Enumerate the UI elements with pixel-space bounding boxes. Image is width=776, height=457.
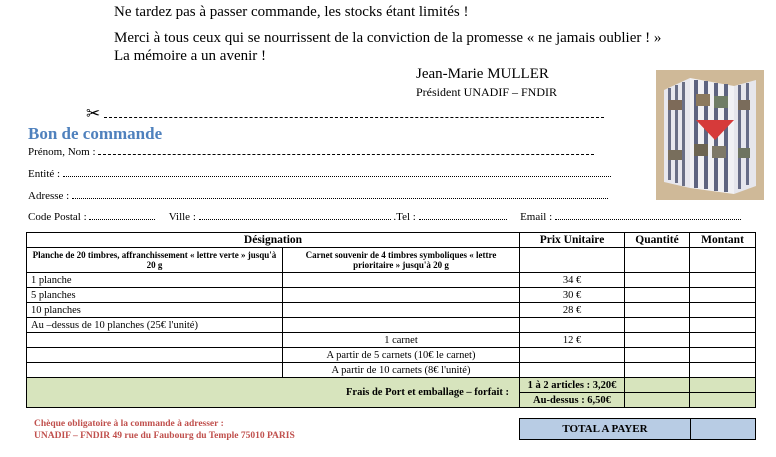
name-input-line[interactable]	[98, 146, 594, 155]
phone-label: .Tel :	[393, 211, 416, 223]
amount-cell[interactable]	[690, 363, 756, 378]
header-designation: Désignation	[27, 233, 520, 248]
row-right-label: A partir de 5 carnets (10€ le carnet)	[283, 348, 520, 363]
closing-line-stock: Ne tardez pas à passer commande, les stocks étant limités !	[114, 4, 469, 20]
table-subheader-row	[27, 248, 756, 273]
total-box	[519, 418, 756, 440]
row-right-label	[283, 318, 520, 333]
entity-input-line[interactable]	[63, 167, 611, 177]
cheque-line-1: Chèque obligatoire à la commande à adresser :	[34, 419, 224, 429]
postal-code-input-line[interactable]	[89, 210, 155, 220]
header-amount: Montant	[690, 233, 756, 248]
row-right-label	[283, 288, 520, 303]
name-label: Prénom, Nom :	[28, 146, 96, 158]
address-field-row	[28, 189, 608, 202]
quantity-cell[interactable]	[625, 248, 690, 273]
city-input-line[interactable]	[199, 210, 391, 220]
city-label: Ville :	[168, 211, 196, 223]
row-left-label: 1 planche	[27, 273, 283, 288]
row-left-label	[27, 348, 283, 363]
row-left-label: 5 planches	[27, 288, 283, 303]
table-row	[27, 348, 756, 363]
total-amount-cell[interactable]	[691, 419, 755, 439]
quantity-cell[interactable]	[625, 303, 690, 318]
shipping-row-1	[27, 378, 756, 393]
shipping-quantity-cell[interactable]	[625, 393, 690, 408]
row-price	[520, 348, 625, 363]
amount-cell[interactable]	[690, 248, 756, 273]
phone-input-line[interactable]	[419, 210, 507, 220]
closing-line-thanks: Merci à tous ceux qui se nourrissent de la conviction de la promesse « ne jamais oublier ! »	[114, 30, 662, 46]
order-form-title: Bon de commande	[28, 124, 163, 143]
total-label: TOTAL A PAYER	[520, 419, 691, 439]
quantity-cell[interactable]	[625, 288, 690, 303]
table-row	[27, 333, 756, 348]
shipping-amount-cell[interactable]	[690, 393, 756, 408]
row-right-label: 1 carnet	[283, 333, 520, 348]
row-price	[520, 318, 625, 333]
address-input-line[interactable]	[72, 189, 608, 199]
row-right-label: A partir de 10 carnets (8€ l'unité)	[283, 363, 520, 378]
shipping-tier-2: Au-dessus : 6,50€	[520, 393, 625, 408]
header-unit-price: Prix Unitaire	[520, 233, 625, 248]
entity-label: Entité :	[28, 168, 61, 180]
quantity-cell[interactable]	[625, 333, 690, 348]
row-price: 30 €	[520, 288, 625, 303]
quantity-cell[interactable]	[625, 348, 690, 363]
cheque-instructions	[34, 418, 295, 442]
table-row	[27, 303, 756, 318]
row-left-label	[27, 363, 283, 378]
entity-field-row	[28, 167, 611, 180]
shipping-amount-cell[interactable]	[690, 378, 756, 393]
postal-code-label: Code Postal :	[28, 211, 87, 223]
table-row	[27, 318, 756, 333]
row-right-label	[283, 303, 520, 318]
closing-line-memory: La mémoire a un avenir !	[114, 48, 267, 64]
name-field-row	[28, 146, 594, 158]
carnet-photo	[656, 70, 764, 200]
table-row	[27, 288, 756, 303]
scissors-icon: ✂	[86, 104, 101, 123]
amount-cell[interactable]	[690, 303, 756, 318]
row-left-label: 10 planches	[27, 303, 283, 318]
table-row	[27, 363, 756, 378]
amount-cell[interactable]	[690, 273, 756, 288]
shipping-quantity-cell[interactable]	[625, 378, 690, 393]
order-table	[26, 232, 756, 408]
row-left-label	[27, 333, 283, 348]
cheque-address: UNADIF – FNDIR 49 rue du Faubourg du Temple 75010 PARIS	[34, 431, 295, 441]
quantity-cell[interactable]	[625, 273, 690, 288]
email-label: Email :	[520, 211, 553, 223]
subheader-sheets: Planche de 20 timbres, affranchissement « lettre verte » jusqu'à 20 g	[27, 248, 283, 273]
row-left-label: Au –dessus de 10 planches (25€ l'unité)	[27, 318, 283, 333]
row-price: 28 €	[520, 303, 625, 318]
amount-cell[interactable]	[690, 333, 756, 348]
amount-cell[interactable]	[690, 348, 756, 363]
cut-line	[104, 117, 604, 118]
header-quantity: Quantité	[625, 233, 690, 248]
shipping-label: Frais de Port et emballage – forfait :	[27, 378, 520, 408]
price-cell	[520, 248, 625, 273]
amount-cell[interactable]	[690, 288, 756, 303]
email-input-line[interactable]	[555, 210, 741, 220]
row-price: 12 €	[520, 333, 625, 348]
row-price: 34 €	[520, 273, 625, 288]
amount-cell[interactable]	[690, 318, 756, 333]
quantity-cell[interactable]	[625, 363, 690, 378]
subheader-booklets: Carnet souvenir de 4 timbres symboliques « lettre prioritaire » jusqu'à 20 g	[283, 248, 520, 273]
row-price	[520, 363, 625, 378]
signature-name: Jean-Marie MULLER	[416, 66, 549, 82]
quantity-cell[interactable]	[625, 318, 690, 333]
shipping-tier-1: 1 à 2 articles : 3,20€	[520, 378, 625, 393]
row-right-label	[283, 273, 520, 288]
address-label: Adresse :	[28, 190, 70, 202]
contact-field-row	[28, 210, 741, 223]
table-row	[27, 273, 756, 288]
signature-title: Président UNADIF – FNDIR	[416, 85, 557, 99]
table-header-row	[27, 233, 756, 248]
